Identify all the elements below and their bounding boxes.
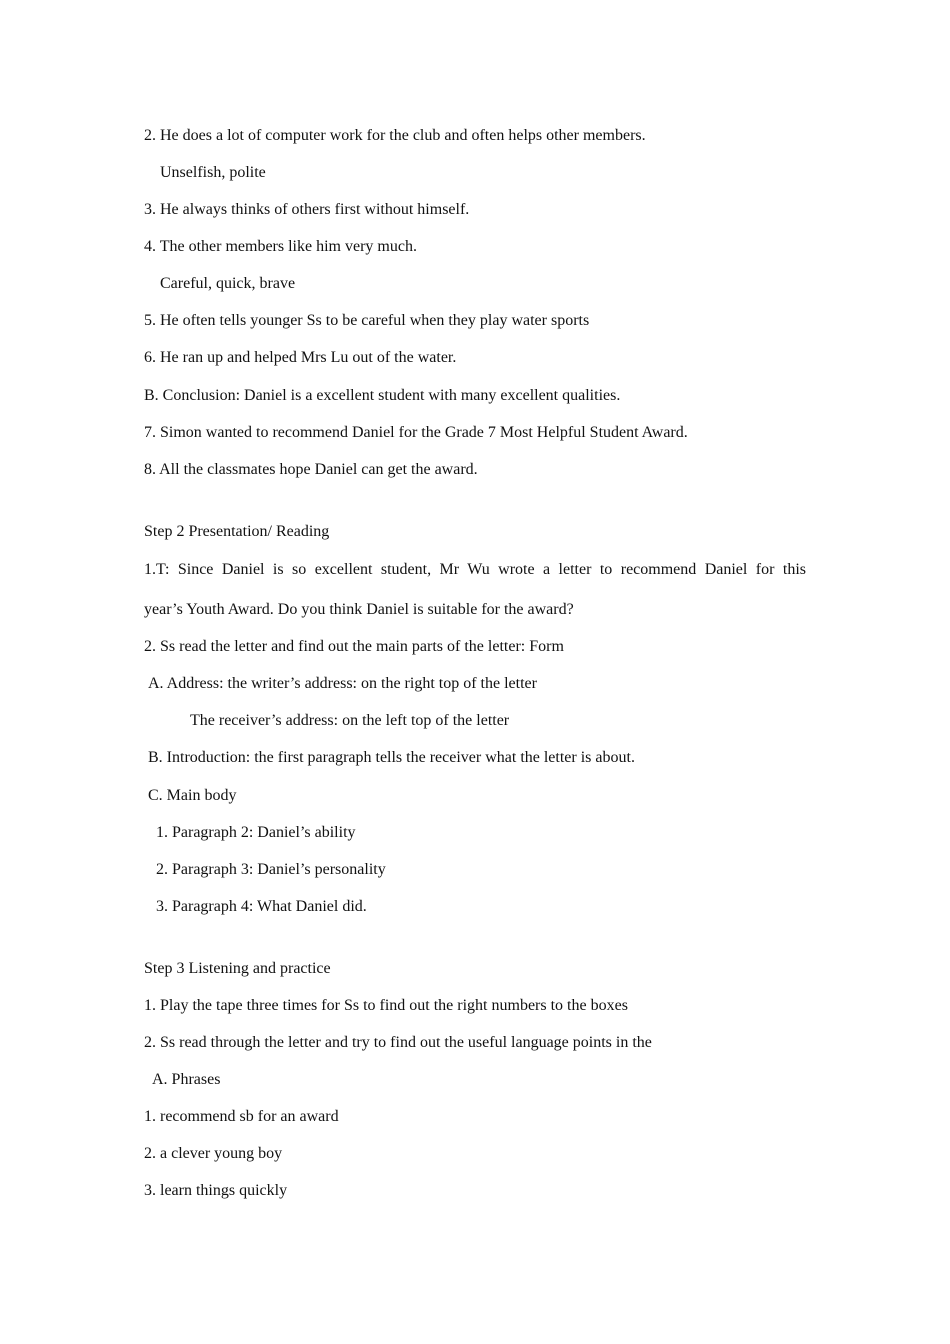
introduction-line: B. Introduction: the first paragraph tells the receiver what the letter is about.	[148, 749, 635, 766]
phrase-1: 1. recommend sb for an award	[144, 1108, 339, 1125]
item-8-line: 8. All the classmates hope Daniel can get the award.	[144, 461, 478, 478]
step-3-item-2: 2. Ss read through the letter and try to find out the useful language points in the	[144, 1034, 652, 1051]
main-body-line: C. Main body	[148, 787, 237, 804]
conclusion-line: B. Conclusion: Daniel is a excellent student with many excellent qualities.	[144, 387, 621, 404]
paragraph-3-line: 2. Paragraph 3: Daniel’s personality	[156, 861, 386, 878]
receiver-address-line: The receiver’s address: on the left top of the letter	[190, 712, 510, 729]
step-2-item-2: 2. Ss read the letter and find out the main parts of the letter: Form	[144, 638, 564, 655]
item-4-line: 4. The other members like him very much.	[144, 238, 417, 255]
item-7-line: 7. Simon wanted to recommend Daniel for the Grade 7 Most Helpful Student Award.	[144, 424, 688, 441]
paragraph-4-line: 3. Paragraph 4: What Daniel did.	[156, 898, 367, 915]
item-2-line: 2. He does a lot of computer work for the club and often helps other members.	[144, 127, 646, 144]
step-3-heading: Step 3 Listening and practice	[144, 960, 331, 977]
paragraph-2-line: 1. Paragraph 2: Daniel’s ability	[156, 824, 356, 841]
item-6-line: 6. He ran up and helped Mrs Lu out of the water.	[144, 349, 457, 366]
item-3-line: 3. He always thinks of others first without himself.	[144, 201, 470, 218]
step-2-heading: Step 2 Presentation/ Reading	[144, 523, 330, 540]
qualities-line-2: Careful, quick, brave	[160, 275, 296, 292]
step-2-paragraph-line-1: 1.T: Since Daniel is so excellent student, Mr Wu wrote a letter to recommend Daniel for this	[144, 561, 806, 578]
address-line: A. Address: the writer’s address: on the right top of the letter	[148, 675, 537, 692]
phrase-3: 3. learn things quickly	[144, 1182, 288, 1199]
phrase-2: 2. a clever young boy	[144, 1145, 283, 1162]
qualities-line-1: Unselfish, polite	[160, 164, 266, 181]
step-2-paragraph-line-2: year’s Youth Award. Do you think Daniel is suitable for the award?	[144, 601, 574, 618]
phrases-heading: A. Phrases	[152, 1071, 221, 1088]
step-3-item-1: 1. Play the tape three times for Ss to find out the right numbers to the boxes	[144, 997, 628, 1014]
item-5-line: 5. He often tells younger Ss to be careful when they play water sports	[144, 312, 590, 329]
